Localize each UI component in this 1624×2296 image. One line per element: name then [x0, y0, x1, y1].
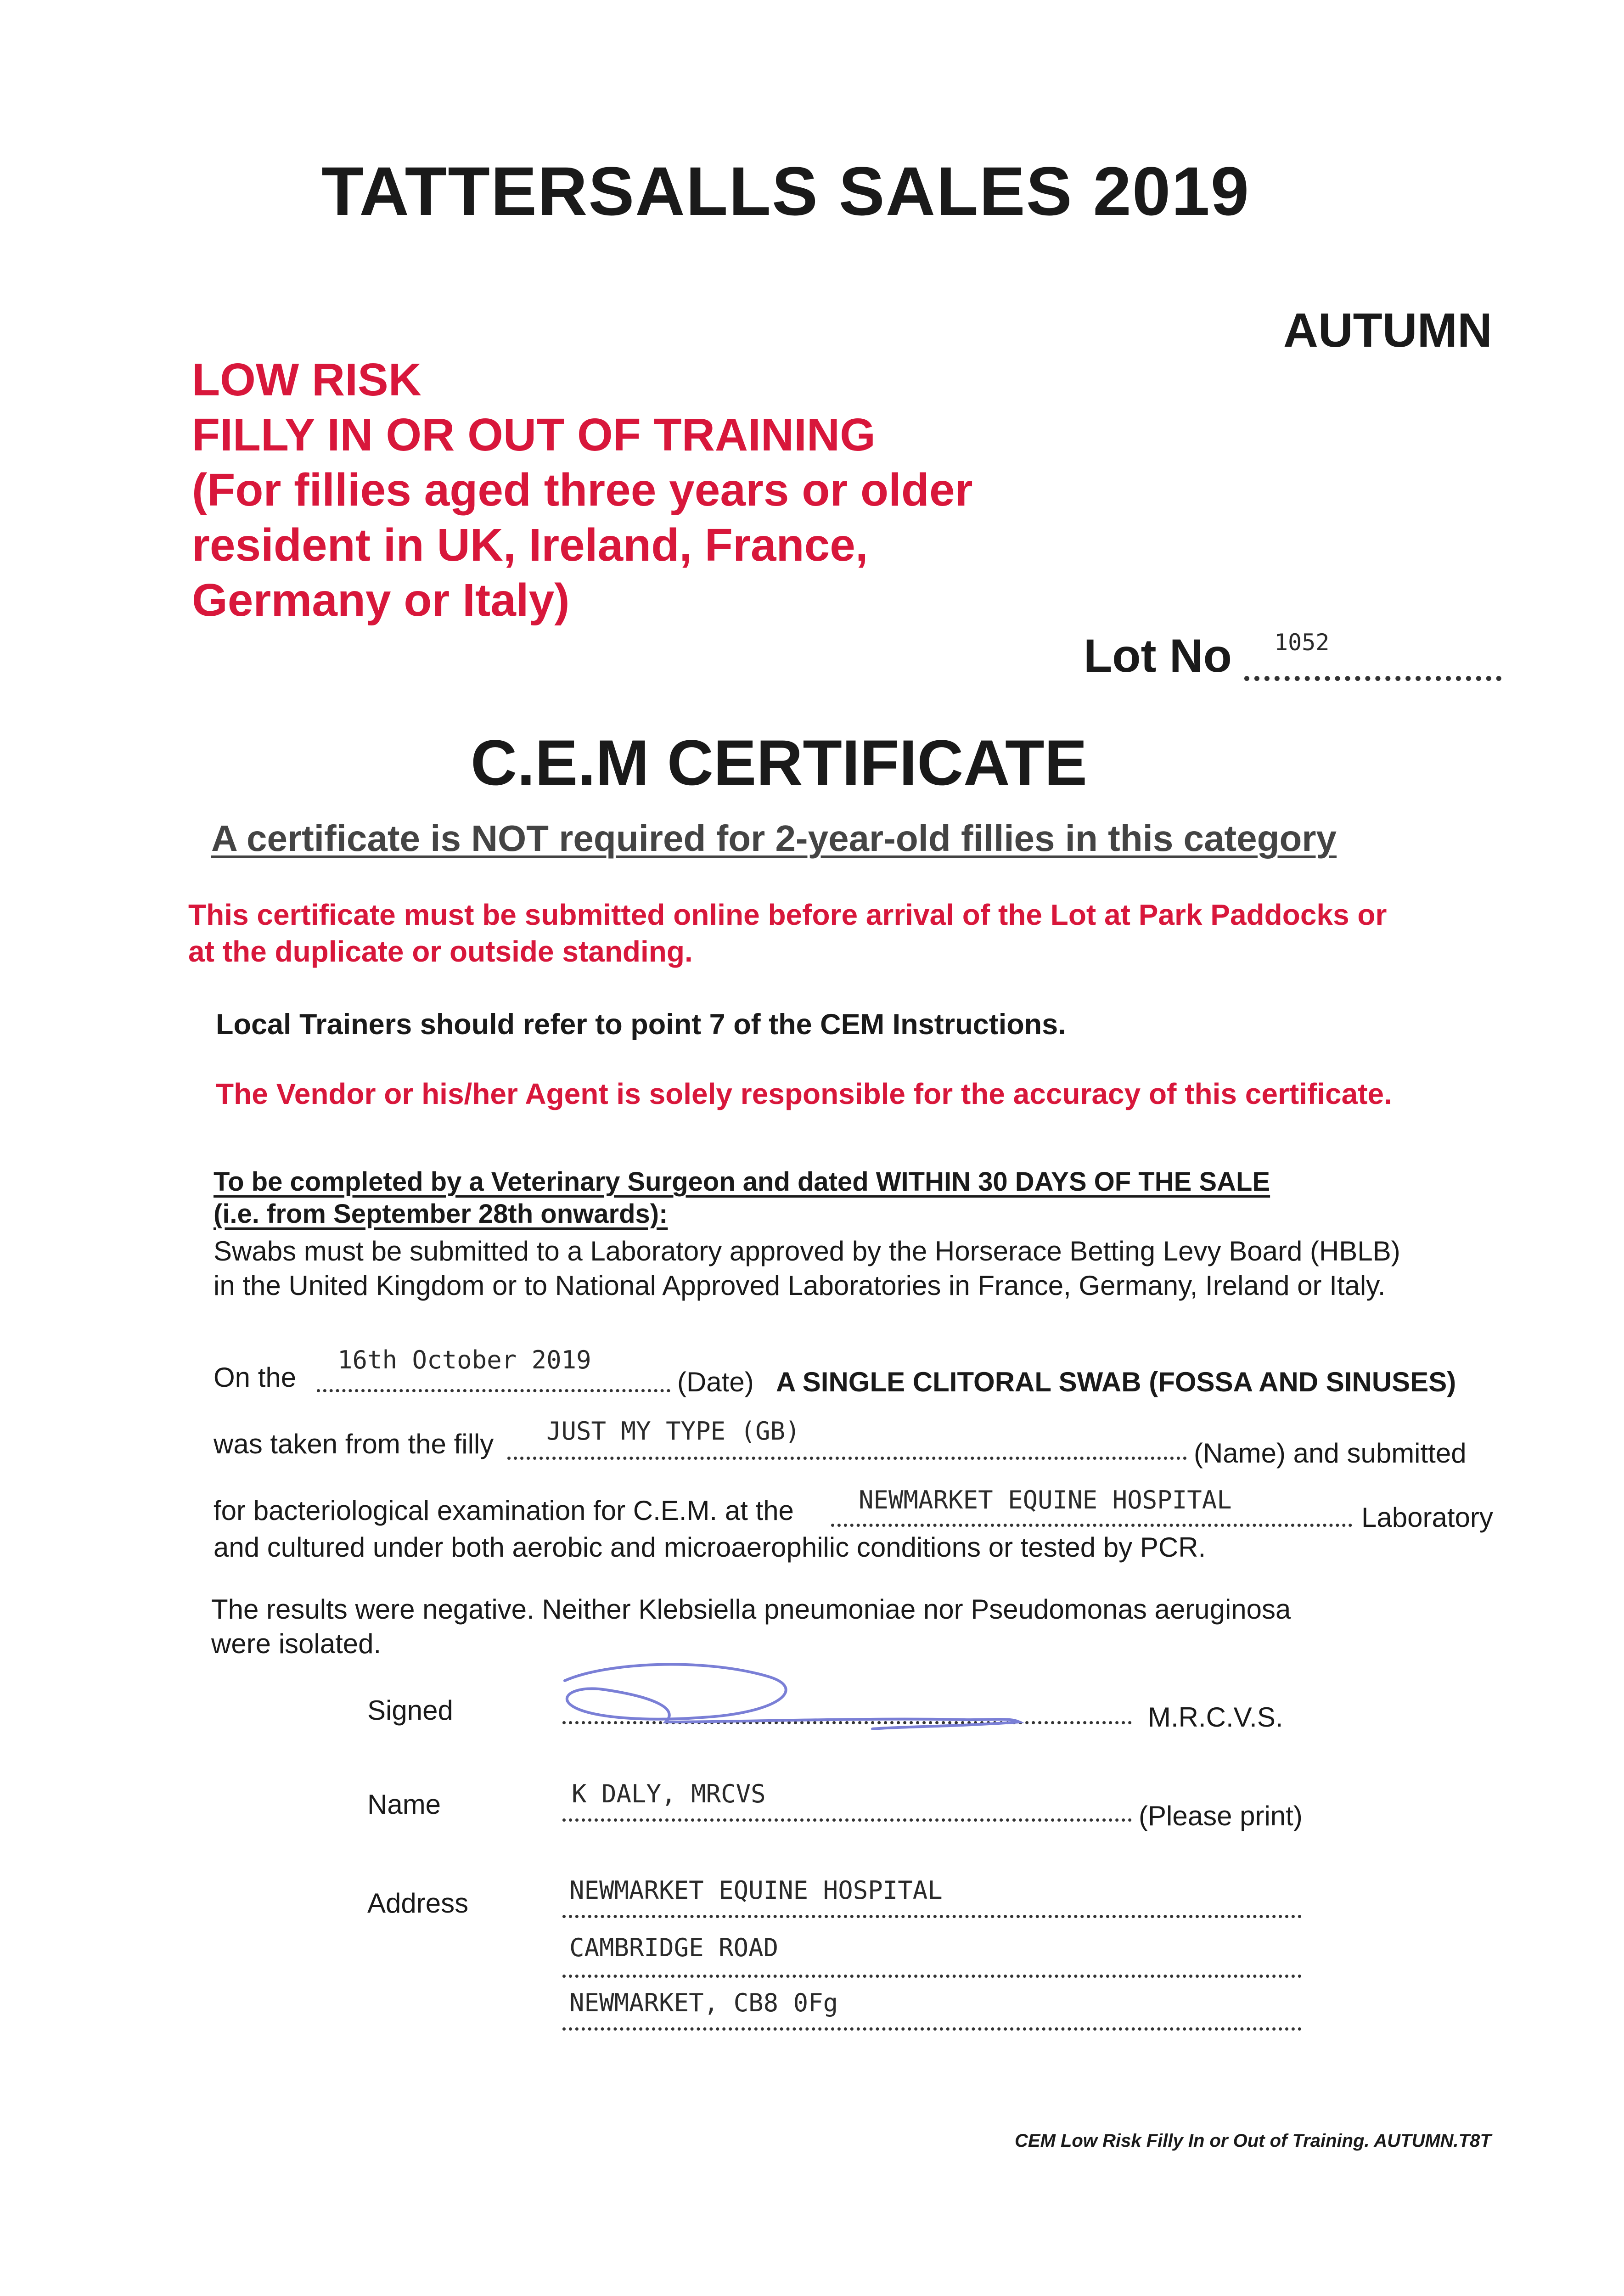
- address-line-3-value: NEWMARKET, CB8 0Fg: [569, 1988, 838, 2017]
- submission-notice-line-1: This certificate must be submitted online before arrival of the Lot at Park Paddocks or: [188, 898, 1387, 931]
- name-field-line: [562, 1818, 1132, 1822]
- address-line-1-field: [562, 1915, 1302, 1918]
- form-reference-footer: CEM Low Risk Filly In or Out of Training. AUTUMN.T8T: [1015, 2131, 1491, 2151]
- swab-type-text: A SINGLE CLITORAL SWAB (FOSSA AND SINUSES): [776, 1367, 1456, 1397]
- results-line-2: were isolated.: [211, 1628, 382, 1659]
- category-line-1: LOW RISK: [192, 354, 421, 405]
- name-suffix: (Name) and submitted: [1194, 1438, 1467, 1469]
- swab-instruction-line-2: in the United Kingdom or to National Approved Laboratories in France, Germany, Ireland or Italy.: [214, 1270, 1386, 1301]
- category-line-3: (For fillies aged three years or older: [192, 464, 973, 516]
- address-label: Address: [367, 1888, 469, 1919]
- results-line-1: The results were negative. Neither Klebsiella pneumoniae nor Pseudomonas aeruginosa: [211, 1594, 1291, 1625]
- lot-number-field-line: [1244, 676, 1501, 681]
- category-line-4: resident in UK, Ireland, France,: [192, 519, 868, 571]
- page-title: TATTERSALLS SALES 2019: [321, 152, 1250, 230]
- address-line-2-value: CAMBRIDGE ROAD: [569, 1933, 779, 1962]
- date-suffix: (Date): [677, 1367, 754, 1397]
- laboratory-value: NEWMARKET EQUINE HOSPITAL: [859, 1486, 1232, 1514]
- date-value: 16th October 2019: [337, 1345, 591, 1374]
- swab-instruction-line-1: Swabs must be submitted to a Laboratory approved by the Horserace Betting Levy Board (HBLB): [214, 1236, 1400, 1266]
- on-the-label: On the: [214, 1362, 297, 1393]
- category-line-5: Germany or Italy): [192, 574, 570, 626]
- cultured-text: and cultured under both aerobic and microaerophilic conditions or tested by PCR.: [214, 1532, 1206, 1563]
- submission-notice-line-2: at the duplicate or outside standing.: [188, 935, 693, 968]
- laboratory-suffix: Laboratory: [1361, 1502, 1493, 1533]
- lot-number-value: 1052: [1274, 629, 1330, 656]
- laboratory-field-line: [831, 1524, 1352, 1527]
- certificate-title: C.E.M CERTIFICATE: [471, 726, 1087, 799]
- exam-prefix: for bacteriological examination for C.E.M. at the: [214, 1495, 794, 1526]
- signed-label: Signed: [367, 1695, 453, 1726]
- address-line-1-value: NEWMARKET EQUINE HOSPITAL: [569, 1876, 943, 1905]
- name-label: Name: [367, 1789, 441, 1820]
- completion-instruction-line-1: To be completed by a Veterinary Surgeon and dated WITHIN 30 DAYS OF THE SALE: [214, 1167, 1270, 1197]
- address-line-3-field: [562, 2027, 1302, 2031]
- mrcvs-suffix: M.R.C.V.S.: [1148, 1702, 1283, 1733]
- please-print-note: (Please print): [1139, 1801, 1303, 1831]
- lot-number-label: Lot No: [1084, 630, 1232, 682]
- taken-from-label: was taken from the filly: [214, 1429, 494, 1459]
- vendor-responsibility-notice: The Vendor or his/her Agent is solely responsible for the accuracy of this certificate.: [216, 1077, 1392, 1110]
- address-line-2-field: [562, 1975, 1302, 1978]
- season-label: AUTUMN: [1283, 304, 1492, 357]
- certificate-not-required-note: A certificate is NOT required for 2-year-old fillies in this category: [211, 818, 1337, 859]
- vet-name-value: K DALY, MRCVS: [572, 1779, 766, 1808]
- signature-image: [551, 1653, 1033, 1745]
- filly-name-value: JUST MY TYPE (GB): [546, 1417, 800, 1446]
- local-trainers-note: Local Trainers should refer to point 7 of the CEM Instructions.: [216, 1008, 1066, 1041]
- date-field-line: [317, 1389, 670, 1392]
- filly-name-field-line: [507, 1457, 1187, 1460]
- completion-instruction-line-2: (i.e. from September 28th onwards):: [214, 1199, 668, 1229]
- category-line-2: FILLY IN OR OUT OF TRAINING: [192, 409, 876, 461]
